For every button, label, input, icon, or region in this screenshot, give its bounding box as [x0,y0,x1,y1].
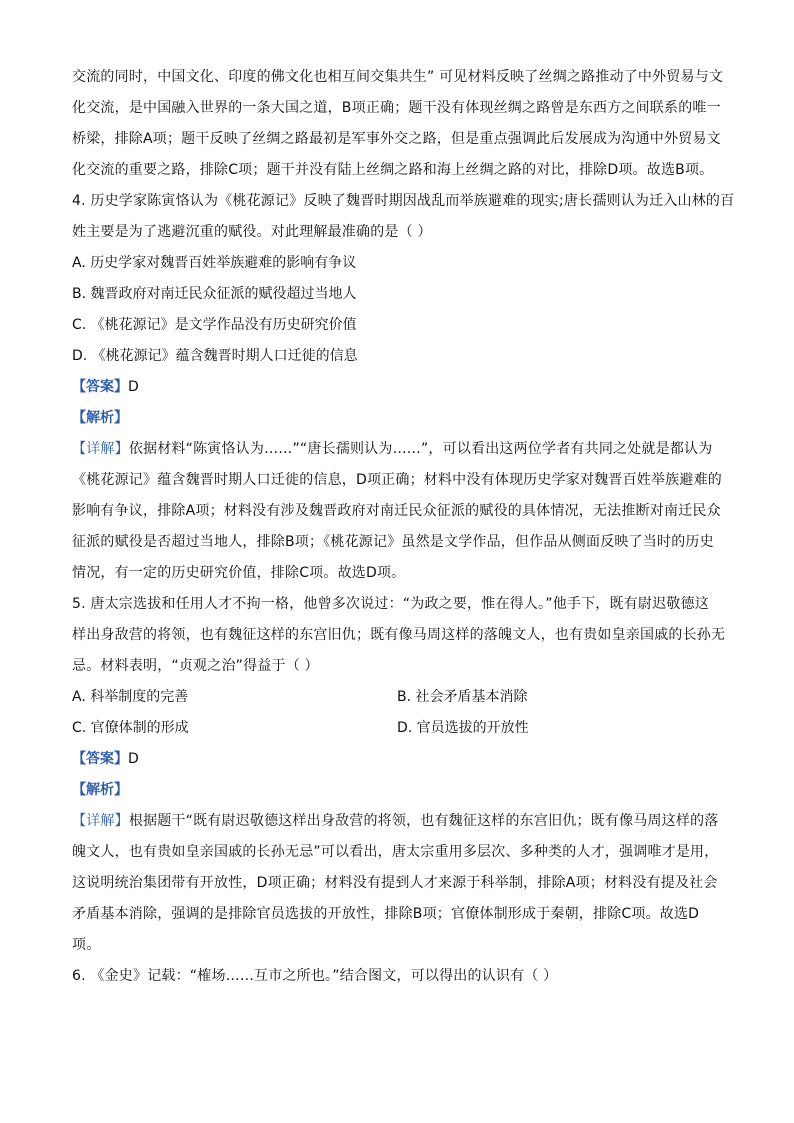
option-b: B. 社会矛盾基本消除 [397,689,528,705]
answer-tag: 【答案】 [72,379,128,395]
text-line [72,434,724,465]
detail-tag: 【详解】 [72,813,129,829]
question-stem [72,961,724,992]
answer-line [72,372,724,403]
text-line: 项。 [72,937,101,953]
option-d: D. 官员选拔的开放性 [397,720,529,736]
option-a: A. 科举制度的完善 [72,689,189,705]
options-row-2 [72,713,724,744]
text-line: 桥梁，排除A项；题干反映了丝绸之路最初是军事外交之路，但是重点强调此后发展成为沟通中外贸易文 [72,131,721,147]
text-line [72,806,724,837]
text-line: 5. 唐太宗选拔和任用人才不拘一格，他曾多次说过：“为政之要，惟在得人。”他手下，既有尉迟敬德这 [72,596,709,612]
text-line: 矛盾基本消除，强调的是排除官员选拔的开放性，排除B项；官僚体制形成于秦朝，排除C项。故选D [72,906,700,922]
text-line: 化交流，是中国融入世界的一条大国之道，B项正确；题干没有体现丝绸之路曾是东西方之间联系的唯一 [72,100,721,116]
detail-text: 根据题干“既有尉迟敬德这样出身敌营的将领，也有魏征这样的东宫旧仇；既有像马周这样的落 [128,813,719,829]
option-c: C. 《桃花源记》是文学作品没有历史研究价值 [72,317,357,333]
option-d: D. 《桃花源记》蕴含魏晋时期人口迁徙的信息 [72,348,358,364]
text-line: 影响有争议，排除A项；材料没有涉及魏晋政府对南迁民众征派的赋役的具体情况，无法推断对南迁民众 [72,503,721,519]
question-stem [72,186,735,248]
option-a: A. 历史学家对魏晋百姓举族避难的影响有争议 [72,255,357,271]
answer-value: D [128,751,139,767]
text-line: 征派的赋役是否超过当地人，排除B项；《桃花源记》虽然是文学作品，但作品从侧面反映了当时的历史 [72,534,714,550]
detail-text: 依据材料“陈寅恪认为……”“唐长孺则认为……”，可以看出这两位学者有共同之处就是都认为 [128,441,713,457]
text-line: 6. 《金史》记载：“榷场……互市之所也。”结合图文，可以得出的认识有（ ） [72,968,558,984]
detail-paragraph [72,806,724,961]
question-6 [72,961,724,992]
text-line: 《桃花源记》蕴含魏晋时期人口迁徙的信息，D项正确；材料中没有体现历史学家对魏晋百姓举族避难的 [72,472,722,488]
options-row-1 [72,682,724,713]
q3-analysis-continued [72,62,724,186]
analysis-line [72,403,724,434]
analysis-tag: 【解析】 [72,410,128,426]
analysis-line [72,775,724,806]
question-5 [72,589,724,961]
text-line: 样出身敌营的将领，也有魏征这样的东宫旧仇；既有像马周这样的落魄文人，也有贵如皇亲国戚的长孙无 [72,627,726,643]
text-line: 化交流的重要之路，排除C项；题干并没有陆上丝绸之路和海上丝绸之路的对比，排除D项。故选B项。 [72,162,714,178]
text-line: 4. 历史学家陈寅恪认为《桃花源记》反映了魏晋时期因战乱而举族避难的现实;唐长孺则认为迁入山林的百 [72,193,735,209]
option-c: C. 官僚体制的形成 [72,720,189,736]
answer-tag: 【答案】 [72,751,128,767]
text-line: 姓主要是为了逃避沉重的赋役。对此理解最准确的是（ ） [72,224,432,240]
answer-value: D [128,379,139,395]
detail-tag: 【详解】 [72,441,129,457]
text-line: 忌。材料表明，“贞观之治”得益于（ ） [72,658,319,674]
question-4 [72,186,735,589]
text-line: 情况，有一定的历史研究价值，排除C项。故选D项。 [72,565,406,581]
question-stem [72,589,724,682]
analysis-tag: 【解析】 [72,782,128,798]
option-b: B. 魏晋政府对南迁民众征派的赋役超过当地人 [72,286,357,302]
text-line: 这说明统治集团带有开放性，D项正确；材料没有提到人才来源于科举制，排除A项；材料没有提及社会 [72,875,718,891]
answer-line [72,744,724,775]
detail-paragraph [72,434,724,589]
text-line: 交流的同时，中国文化、印度的佛文化也相互间交集共生” 可见材料反映了丝绸之路推动了中外贸易与文 [72,69,724,85]
text-line: 魄文人，也有贵如皇亲国戚的长孙无忌”可以看出，唐太宗重用多层次、多种类的人才，强调唯才是用， [72,844,719,860]
